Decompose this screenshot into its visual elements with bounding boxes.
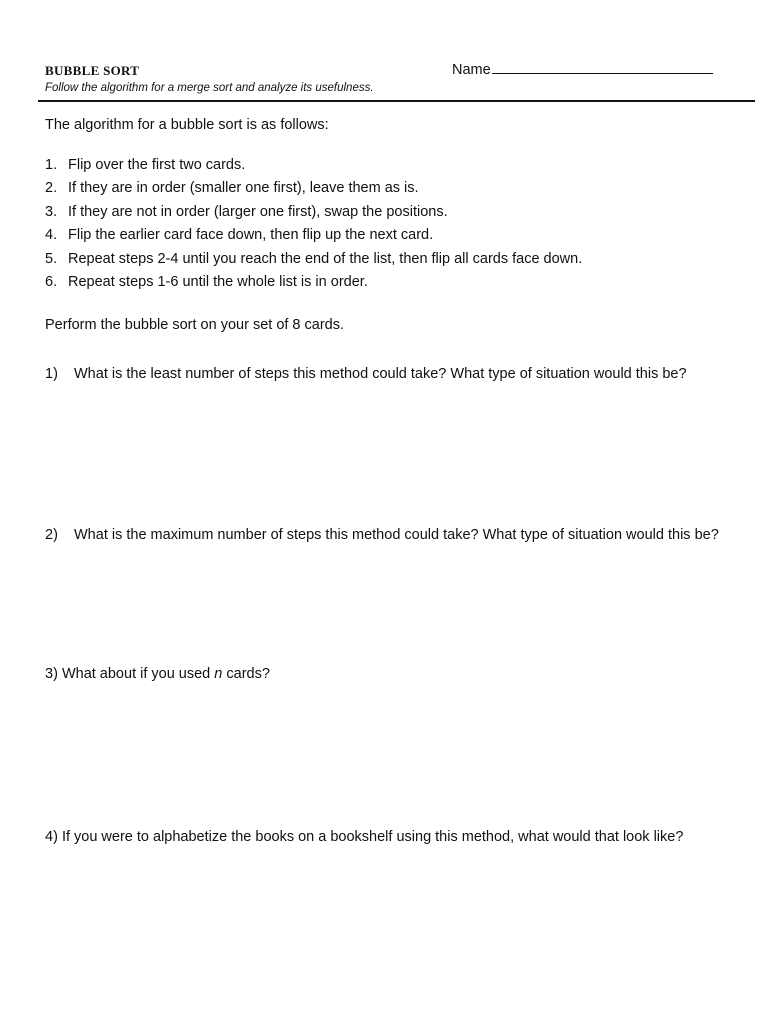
step-item — [45, 224, 582, 247]
step-text: Repeat steps 2-4 until you reach the end of the list, then flip all cards face down. — [68, 250, 583, 267]
step-text: If they are in order (smaller one first), leave them as is. — [68, 180, 419, 197]
step-item — [45, 271, 582, 294]
question-text: What is the maximum number of steps this method could take? What type of situation would this be? — [74, 527, 719, 543]
name-blank-line[interactable] — [492, 61, 713, 74]
worksheet-subtitle: Follow the algorithm for a merge sort and analyze its usefulness. — [45, 82, 374, 94]
question-number: 1) — [45, 366, 58, 382]
step-number: 6. — [45, 273, 58, 290]
step-item — [45, 154, 582, 177]
step-number: 4. — [45, 227, 58, 244]
question-number: 3) — [45, 666, 58, 682]
question-number: 4) — [45, 829, 58, 845]
step-number: 2. — [45, 180, 58, 197]
question-4 — [45, 825, 725, 849]
question-text-suffix: cards? — [222, 666, 270, 682]
name-label: Name — [452, 62, 491, 78]
step-text: Repeat steps 1-6 until the whole list is in order. — [68, 273, 368, 290]
question-text: What is the least number of steps this method could take? What type of situation would this be? — [74, 366, 687, 382]
step-item — [45, 201, 582, 224]
question-1 — [45, 362, 725, 386]
step-text: Flip over the first two cards. — [68, 157, 246, 173]
algorithm-steps-list — [45, 154, 582, 294]
step-number: 1. — [45, 157, 58, 173]
step-item — [45, 248, 582, 271]
question-text-prefix: What about if you used — [61, 666, 215, 682]
name-field[interactable] — [452, 61, 713, 78]
header-divider — [38, 100, 755, 102]
step-text: Flip the earlier card face down, then flip up the next card. — [68, 227, 434, 244]
step-text: If they are not in order (larger one first), swap the positions. — [68, 203, 448, 220]
question-2 — [45, 523, 725, 547]
question-number: 2) — [45, 527, 58, 543]
instruction-text: Perform the bubble sort on your set of 8 cards. — [45, 317, 345, 333]
question-3 — [45, 662, 725, 686]
step-number: 5. — [45, 250, 58, 267]
step-number: 3. — [45, 203, 58, 220]
worksheet-title: BUBBLE SORT — [45, 63, 140, 78]
step-item — [45, 177, 582, 200]
intro-text: The algorithm for a bubble sort is as follows: — [45, 117, 329, 133]
question-text: If you were to alphabetize the books on a bookshelf using this method, what would that look like? — [61, 829, 684, 845]
question-variable: n — [214, 666, 223, 682]
